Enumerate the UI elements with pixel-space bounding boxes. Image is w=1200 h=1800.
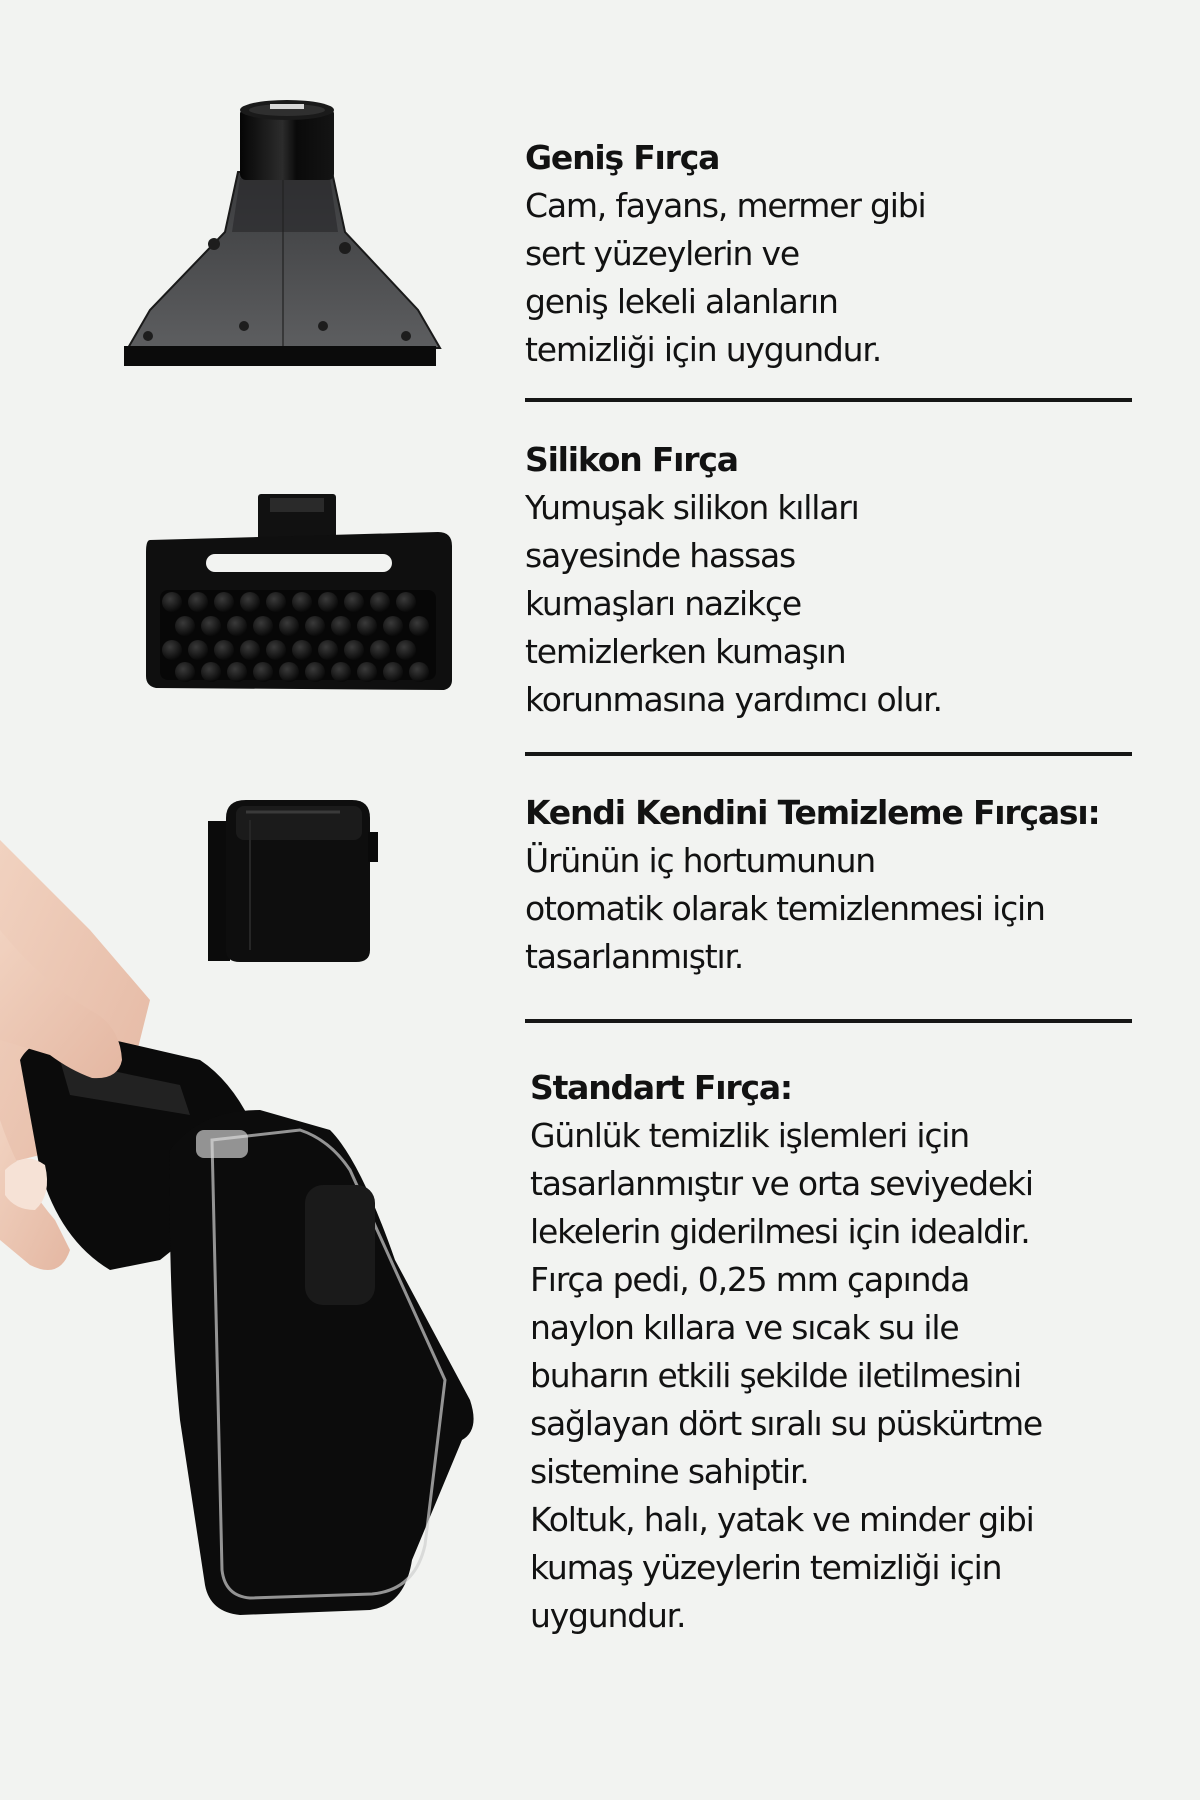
brush-stud	[175, 662, 195, 682]
brush-stud	[227, 616, 247, 636]
feature-wide-brush	[525, 134, 925, 374]
brush-stud	[279, 616, 299, 636]
brush-stud	[370, 640, 390, 660]
divider	[525, 752, 1132, 756]
brush-stud	[240, 592, 260, 612]
feature-title: Kendi Kendini Temizleme Fırçası:	[525, 793, 1100, 832]
feature-silicone-brush	[525, 436, 942, 724]
brush-stud	[201, 662, 221, 682]
brush-stud	[188, 640, 208, 660]
brush-stud	[240, 640, 260, 660]
wide-nozzle-icon	[124, 100, 440, 366]
feature-description: Cam, fayans, mermer gibi sert yüzeylerin ve geniş lekeli alanların temizliği için uygundur.	[525, 186, 926, 369]
brush-stud	[344, 592, 364, 612]
brush-stud	[214, 592, 234, 612]
feature-standard-brush	[530, 1064, 1042, 1640]
brush-stud	[201, 616, 221, 636]
brush-stud	[162, 640, 182, 660]
brush-stud	[370, 592, 390, 612]
brush-stud	[279, 662, 299, 682]
brush-stud	[175, 616, 195, 636]
divider	[525, 1019, 1132, 1023]
feature-title: Geniş Fırça	[525, 138, 720, 177]
feature-description: Ürünün iç hortumunun otomatik olarak temizlenmesi için tasarlanmıştır.	[525, 841, 1045, 976]
brush-stud	[266, 640, 286, 660]
brush-stud	[396, 640, 416, 660]
brush-stud	[266, 592, 286, 612]
brush-stud	[409, 662, 429, 682]
brush-stud	[292, 640, 312, 660]
brush-stud	[357, 662, 377, 682]
feature-title: Standart Fırça:	[530, 1068, 792, 1107]
feature-description: Günlük temizlik işlemleri için tasarlanmıştır ve orta seviyedeki lekelerin giderilmesi için idealdir. Fırça pedi, 0,25 mm çapında naylon kıllara ve sıcak su ile buharın etkili şekilde iletilmesini sağlayan dört sıralı su püskürtme sistemine sahiptir. Koltuk, halı, yatak ve minder gibi kumaş yüzeylerin temizliği için uygundur.	[530, 1116, 1043, 1635]
self-cleaning-cap-icon	[208, 800, 378, 962]
divider	[525, 398, 1132, 402]
brush-stud	[214, 640, 234, 660]
brush-stud	[305, 616, 325, 636]
brush-stud	[409, 616, 429, 636]
brush-stud	[383, 616, 403, 636]
brush-stud	[227, 662, 247, 682]
brush-stud	[344, 640, 364, 660]
brush-stud	[318, 640, 338, 660]
brush-stud	[188, 592, 208, 612]
feature-description: Yumuşak silikon kılları sayesinde hassas kumaşları nazikçe temizlerken kumaşın korunmasına yardımcı olur.	[525, 488, 942, 719]
feature-self-cleaning-brush	[525, 789, 1099, 981]
brush-stud	[253, 616, 273, 636]
brush-stud	[162, 592, 182, 612]
brush-stud	[253, 662, 273, 682]
silicone-brush-icon	[146, 494, 452, 690]
brush-stud	[318, 592, 338, 612]
brush-stud	[305, 662, 325, 682]
feature-title: Silikon Fırça	[525, 440, 738, 479]
brush-stud	[396, 592, 416, 612]
brush-stud	[292, 592, 312, 612]
brush-stud	[331, 662, 351, 682]
brush-stud	[357, 616, 377, 636]
brush-stud	[383, 662, 403, 682]
brush-stud	[331, 616, 351, 636]
